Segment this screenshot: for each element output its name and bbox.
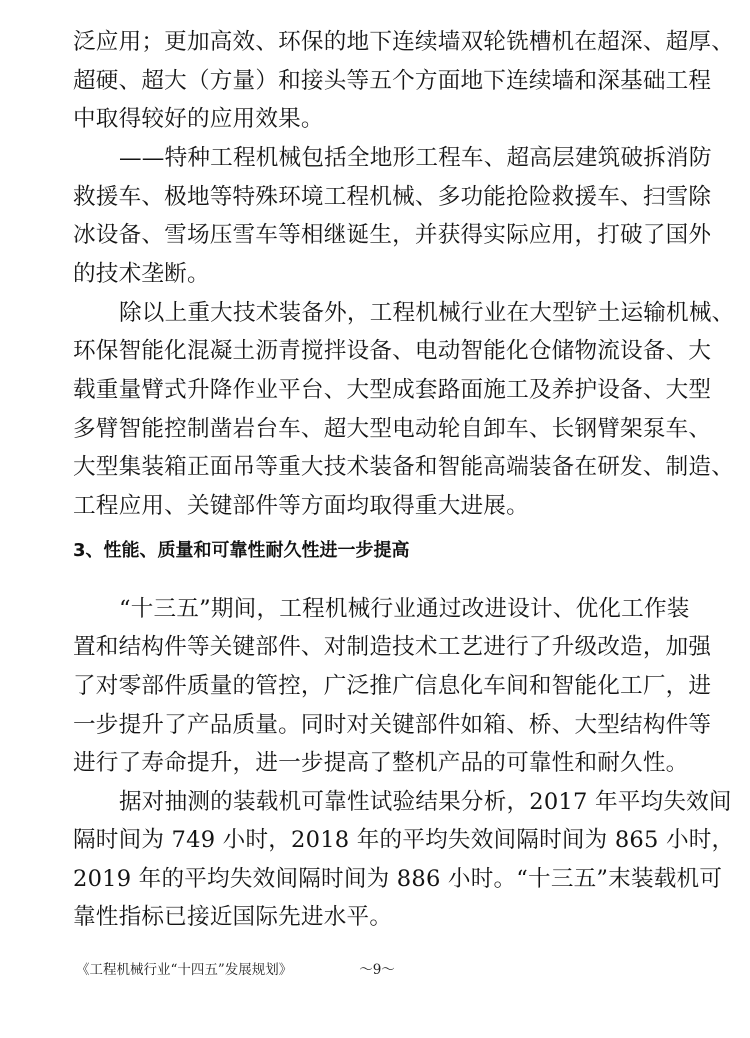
page-number: ～9～ [359, 962, 395, 978]
text-line: 置和结构件等关键部件、对制造技术工艺进行了升级改造，加强 [73, 634, 712, 660]
text-line: “十三五”期间，工程机械行业通过改进设计、优化工作装 [119, 596, 690, 622]
text-line: 中取得较好的应用效果。 [73, 106, 324, 132]
text-line: 据对抽测的装载机可靠性试验结果分析，2017 年平均失效间 [119, 789, 732, 815]
text-line: 了对零部件质量的管控，广泛推广信息化车间和智能化工厂，进 [73, 673, 712, 699]
text-line: 冰设备、雪场压雪车等相继诞生，并获得实际应用，打破了国外 [73, 222, 712, 248]
text-line: 隔时间为 749 小时，2018 年的平均失效间隔时间为 865 小时， [73, 827, 735, 853]
text-line: 载重量臂式升降作业平台、大型成套路面施工及养护设备、大型 [73, 377, 712, 403]
text-line: 一步提升了产品质量。同时对关键部件如箱、桥、大型结构件等 [73, 712, 712, 738]
text-line: 工程应用、关键部件等方面均取得重大进展。 [73, 493, 529, 519]
text-line: 除以上重大技术装备外，工程机械行业在大型铲土运输机械、 [119, 300, 735, 326]
text-line: 的技术垄断。 [73, 261, 210, 287]
section-heading: 3、性能、质量和可靠性耐久性进一步提高 [73, 540, 410, 561]
text-line: 大型集装箱正面吊等重大技术装备和智能高端装备在研发、制造、 [73, 454, 735, 480]
text-line: 环保智能化混凝土沥青搅拌设备、电动智能化仓储物流设备、大 [73, 338, 712, 364]
text-line: ——特种工程机械包括全地形工程车、超高层建筑破拆消防 [119, 145, 712, 171]
text-line: 泛应用；更加高效、环保的地下连续墙双轮铣槽机在超深、超厚、 [73, 29, 735, 55]
text-line: 2019 年的平均失效间隔时间为 886 小时。“十三五”末装载机可 [73, 866, 723, 892]
text-line: 超硬、超大（方量）和接头等五个方面地下连续墙和深基础工程 [73, 68, 712, 94]
text-line: 靠性指标已接近国际先进水平。 [73, 904, 393, 930]
text-line: 进行了寿命提升，进一步提高了整机产品的可靠性和耐久性。 [73, 750, 689, 776]
footer-document-title: 《工程机械行业“十四五”发展规划》 [76, 962, 293, 978]
text-line: 多臂智能控制凿岩台车、超大型电动轮自卸车、长钢臂架泵车、 [73, 416, 712, 442]
text-line: 救援车、极地等特殊环境工程机械、多功能抢险救援车、扫雪除 [73, 184, 712, 210]
